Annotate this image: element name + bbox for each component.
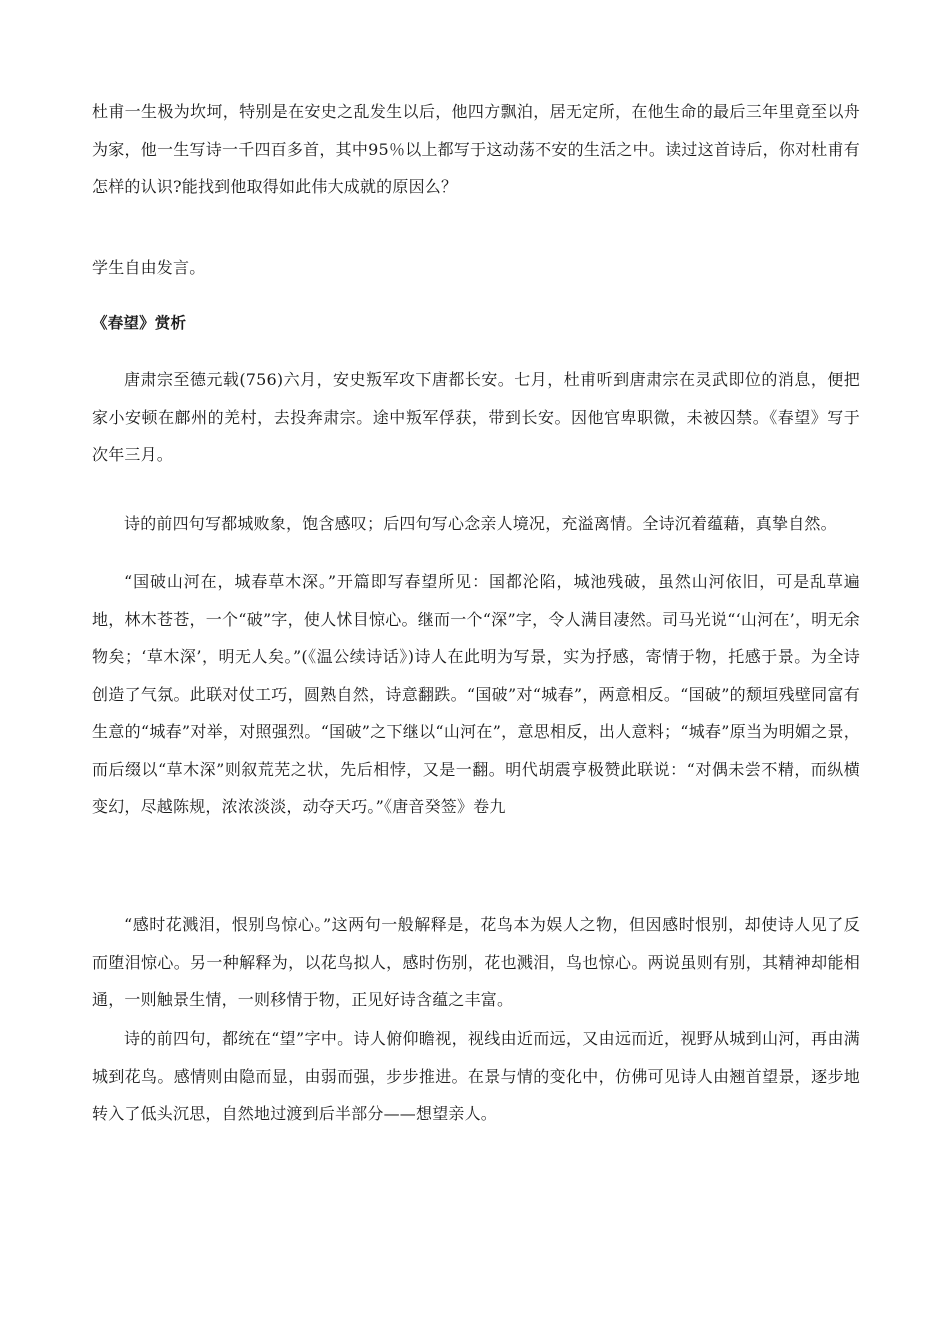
analysis-line2-paragraph: “感时花溅泪，恨别鸟惊心。”这两句一般解释是，花鸟本为娱人之物，但因感时恨别，却使诗人见了反而堕泪惊心。另一种解释为，以花鸟拟人，感时伤别，花也溅泪，鸟也惊心。两说虽则有别，其精神却能相通，一则触景生情，一则移情于物，正见好诗含蕴之丰富。 [92,915,860,1009]
analysis-first-four-paragraph: 诗的前四句，都统在“望”字中。诗人俯仰瞻视，视线由近而远，又由远而近，视野从城到山河，再由满城到花鸟。感情则由隐而显，由弱而强，步步推进。在景与情的变化中，仿佛可见诗人由翘首望景，逐步地转入了低头沉思，自然地过渡到后半部分——想望亲人。 [92,1029,860,1123]
student-speak-paragraph: 学生自由发言。 [92,258,206,277]
section-heading: 《春望》赏析 [92,314,187,332]
summary-paragraph: 诗的前四句写都城败象，饱含感叹；后四句写心念亲人境况，充溢离情。全诗沉着蕴藉，真挚自然。 [124,514,837,533]
analysis-line1-paragraph: “国破山河在，城春草木深。”开篇即写春望所见：国都沦陷，城池残破，虽然山河依旧，可是乱草遍地，林木苍苍，一个“破”字，使人怵目惊心。继而一个“深”字，令人满目凄然。司马光说“‘山河在’，明无余物矣；‘草木深’，明无人矣。”(《温公续诗话》)诗人在此明为写景，实为抒感，寄情于物，托感于景。为全诗创造了气氛。此联对仗工巧，圆熟自然，诗意翻跌。“国破”对“城春”，两意相反。“国破”的颓垣残壁同富有生意的“城春”对举，对照强烈。“国破”之下继以“山河在”，意思相反，出人意料；“城春”原当为明媚之景，而后缀以“草木深”则叙荒芜之状，先后相悖，又是一翻。明代胡震亨极赞此联说：“对偶未尝不精，而纵横变幻，尽越陈规，浓浓淡淡，动夺天巧。”《唐音癸签》卷九 [92,572,860,816]
background-paragraph: 唐肃宗至德元载(756)六月，安史叛军攻下唐都长安。七月，杜甫听到唐肃宗在灵武即位的消息，便把家小安顿在鄜州的羌村，去投奔肃宗。途中叛军俘获，带到长安。因他官卑职微，未被囚禁。《春望》写于次年三月。 [92,370,860,464]
intro-question-paragraph: 杜甫一生极为坎坷，特别是在安史之乱发生以后，他四方飘泊，居无定所，在他生命的最后三年里竟至以舟为家，他一生写诗一千四百多首，其中95％以上都写于这动荡不安的生活之中。读过这首诗后，你对杜甫有怎样的认识?能找到他取得如此伟大成就的原因么？ [92,102,860,196]
